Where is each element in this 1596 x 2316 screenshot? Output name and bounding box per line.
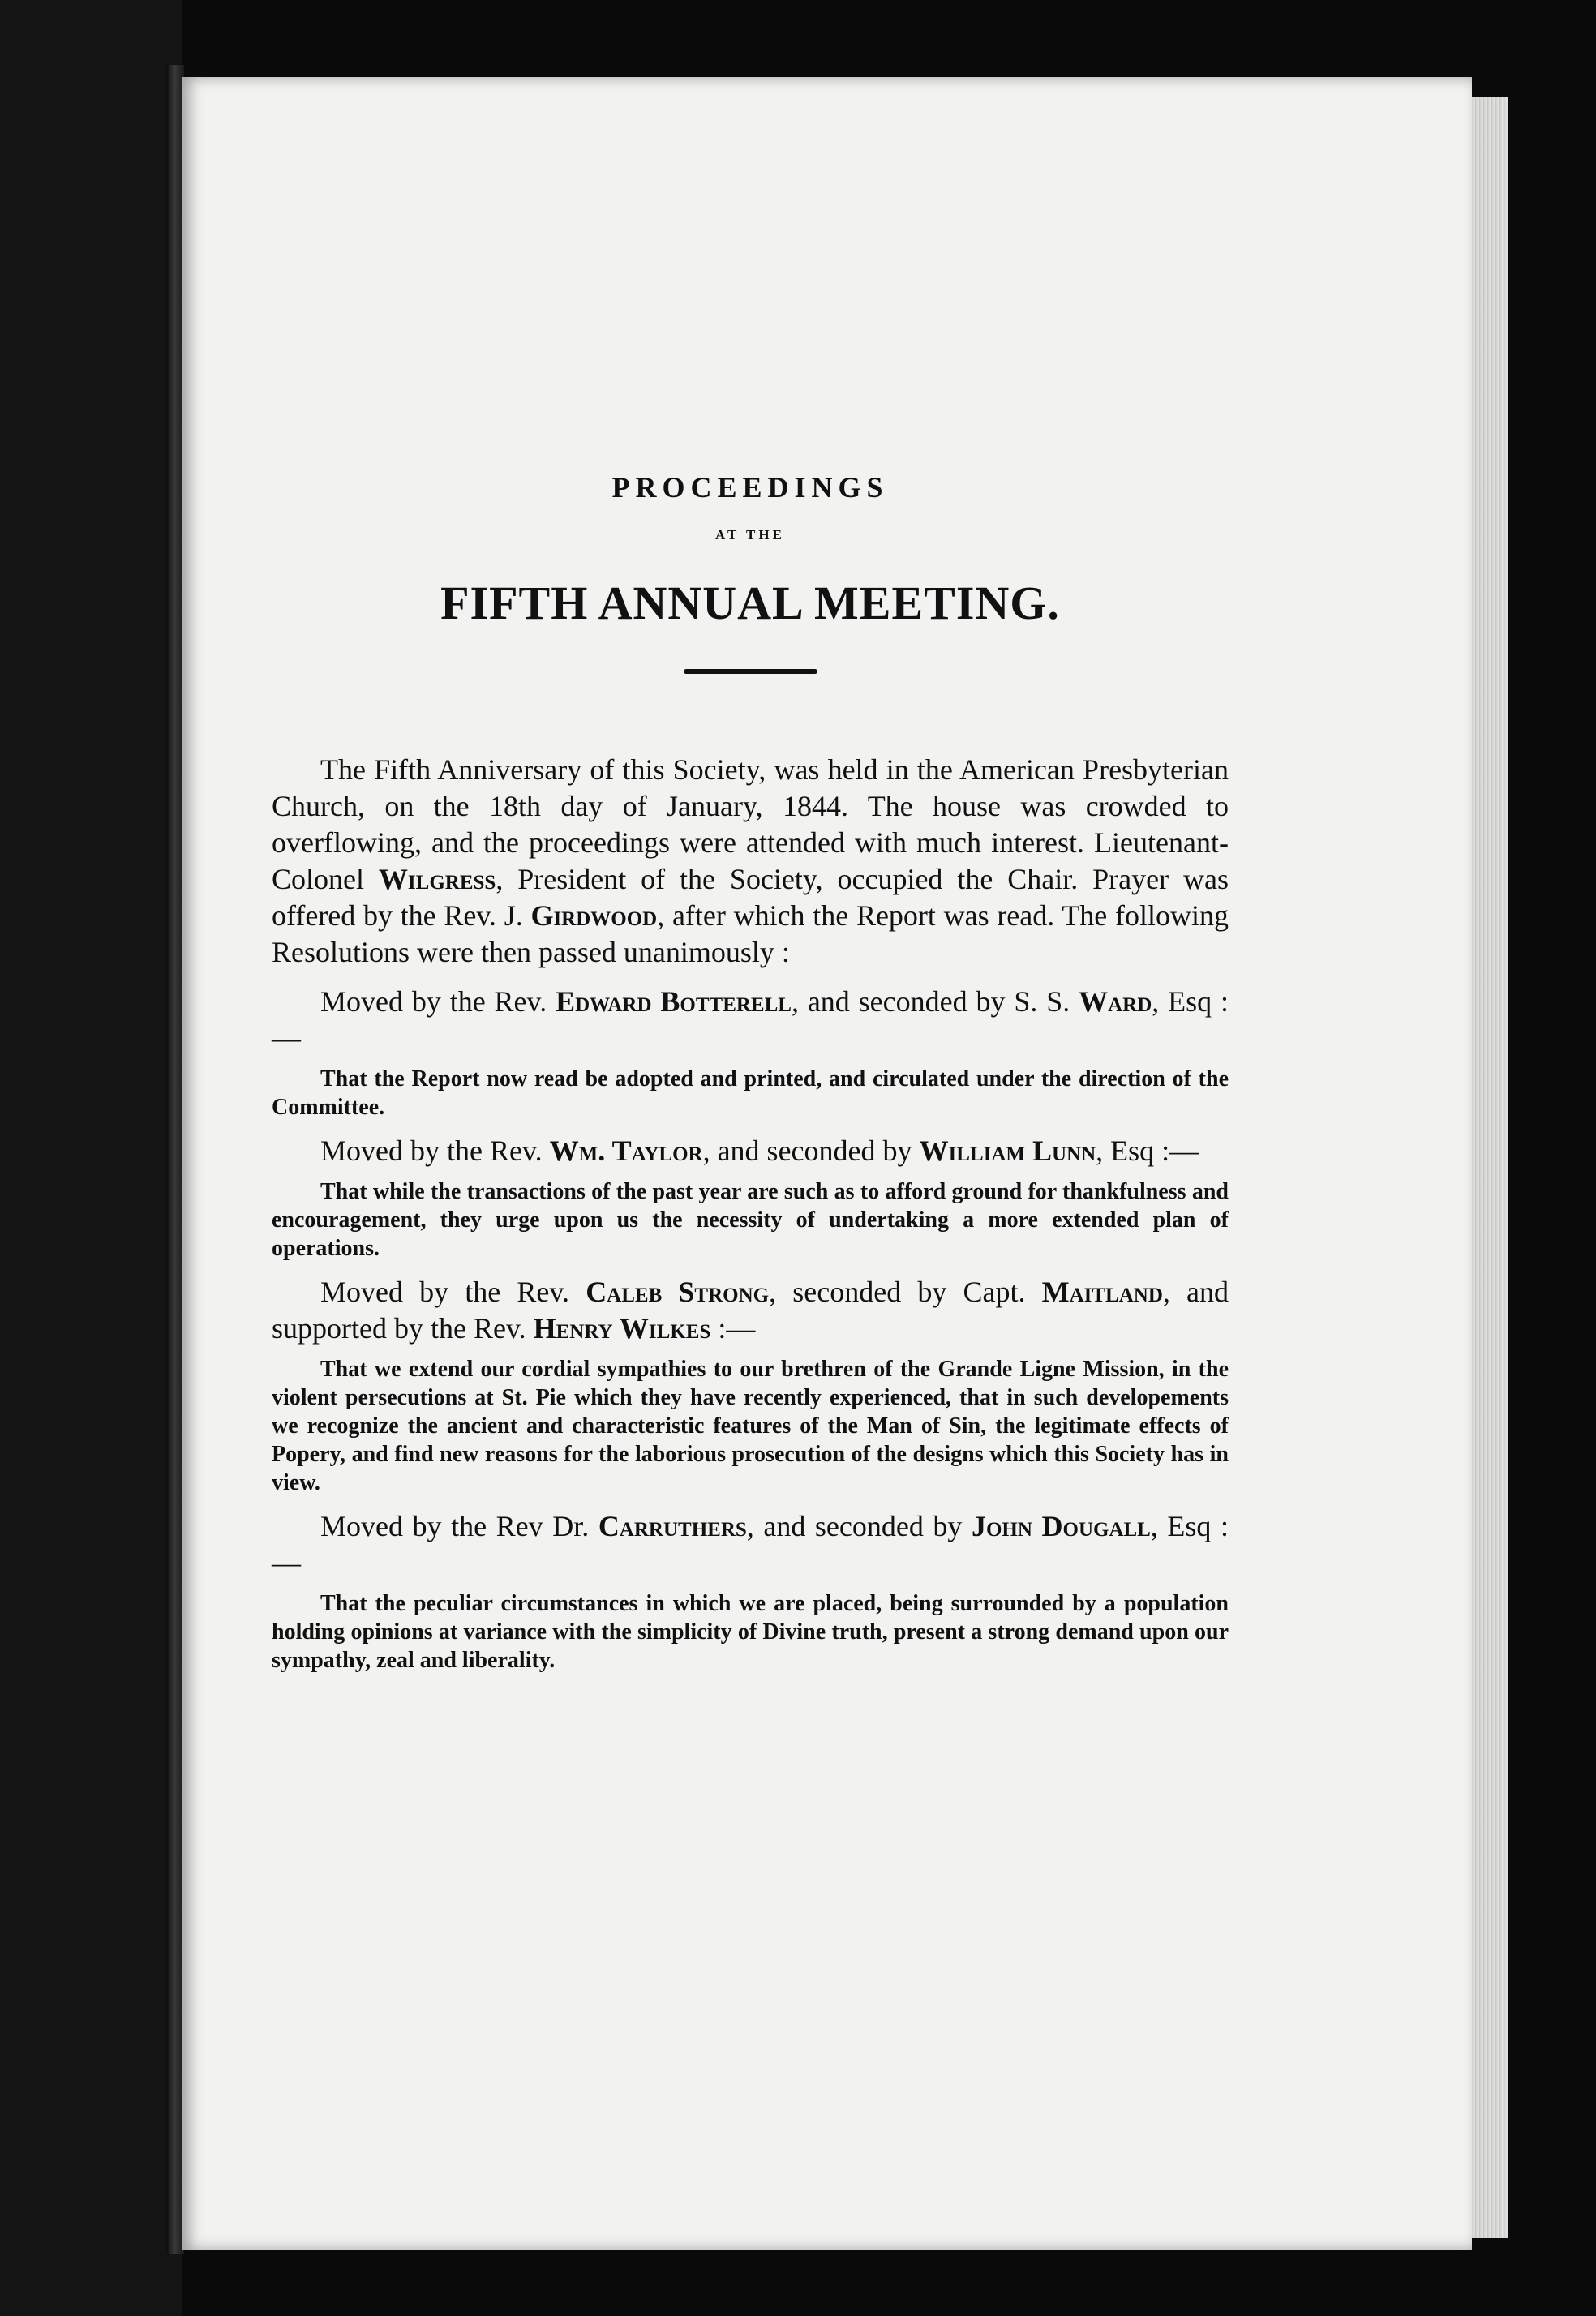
resolution-text: That we extend our cordial sympathies to our brethren of the Grande Ligne Mission, in the violent persecutions at St. Pie which they have recently experienced, that in such developements we recognize the ancient and characteristic features of the Man of Sin, the legitimate effects of Popery, and find new reasons for the laborious prosecution of the designs which this Society has in view.: [272, 1357, 1229, 1495]
seconder-name: Ward: [1079, 985, 1152, 1018]
motion-text: , and supported by the Rev.: [272, 1276, 1229, 1345]
mover-name: Edward Botterell: [556, 985, 792, 1018]
page-stack-edges: [1472, 97, 1508, 2238]
seconder-name: John Dougall: [971, 1510, 1151, 1542]
intro-text: The Fifth Anniversary of this Society, was held in the American Presbyterian Church, on the 18th day of January, 1844. The house was crowded to overflowing, and the proceedings were attended with much interest. Lieutenant-Colonel: [272, 753, 1229, 895]
motion-line: [272, 984, 1229, 1057]
mover-name: Wm. Taylor: [549, 1134, 703, 1167]
motion-line: [272, 1274, 1229, 1347]
intro-name: Girdwood: [530, 899, 658, 932]
resolution-text: That while the transactions of the past year are such as to afford ground for thankfulness and encouragement, they urge upon us the necessity of undertaking a more extended plan of operations.: [272, 1179, 1229, 1261]
title-rule: [684, 669, 817, 674]
mover-name: Caleb Strong: [586, 1276, 770, 1308]
motion-text: , Esq :—: [1096, 1134, 1199, 1167]
motion-text: , seconded by Capt.: [769, 1276, 1042, 1308]
motion-line: [272, 1133, 1229, 1169]
intro-text: , after which the Report was read. The following Resolutions were then passed unanimously :: [272, 899, 1229, 968]
book-gutter: [166, 65, 184, 2254]
intro-name: Wilgress: [378, 863, 496, 895]
left-page-edge: [0, 0, 182, 2316]
motion-text: Moved by the Rev Dr.: [320, 1510, 598, 1542]
meeting-title: FIFTH ANNUAL MEETING.: [440, 577, 1060, 629]
intro-text: , President of the Society, occupied the Chair. Prayer was offered by the Rev. J.: [272, 863, 1229, 932]
seconder-name: William Lunn: [919, 1134, 1096, 1167]
motion-text: Moved by the Rev.: [320, 985, 556, 1018]
motion-text: Moved by the Rev.: [320, 1276, 586, 1308]
page-content: [272, 470, 1229, 1679]
motion-text: , and seconded by: [702, 1134, 920, 1167]
mover-name: Carruthers: [598, 1510, 747, 1542]
resolution-text: That the peculiar circumstances in which we are placed, being surrounded by a population holding opinions at variance with the simplicity of Divine truth, present a strong demand upon our sympathy, zeal and liberality.: [272, 1591, 1229, 1673]
proceedings-heading: PROCEEDINGS: [611, 471, 889, 504]
intro-paragraph: [272, 752, 1229, 971]
resolution-text: That the Report now read be adopted and printed, and circulated under the direction of the Committee.: [272, 1066, 1229, 1120]
seconder-name: Maitland: [1041, 1276, 1163, 1308]
motion-text: , Esq :—: [272, 1510, 1229, 1579]
at-the-heading: AT THE: [715, 527, 785, 543]
motion-text: , Esq :—: [272, 985, 1229, 1054]
motion-line: [272, 1508, 1229, 1581]
motion-text: , and seconded by S. S.: [791, 985, 1079, 1018]
motion-text: Moved by the Rev.: [320, 1134, 550, 1167]
motion-text: :—: [710, 1312, 756, 1345]
supporter-name: Henry Wilkes: [533, 1312, 711, 1345]
motion-text: , and seconded by: [746, 1510, 972, 1542]
